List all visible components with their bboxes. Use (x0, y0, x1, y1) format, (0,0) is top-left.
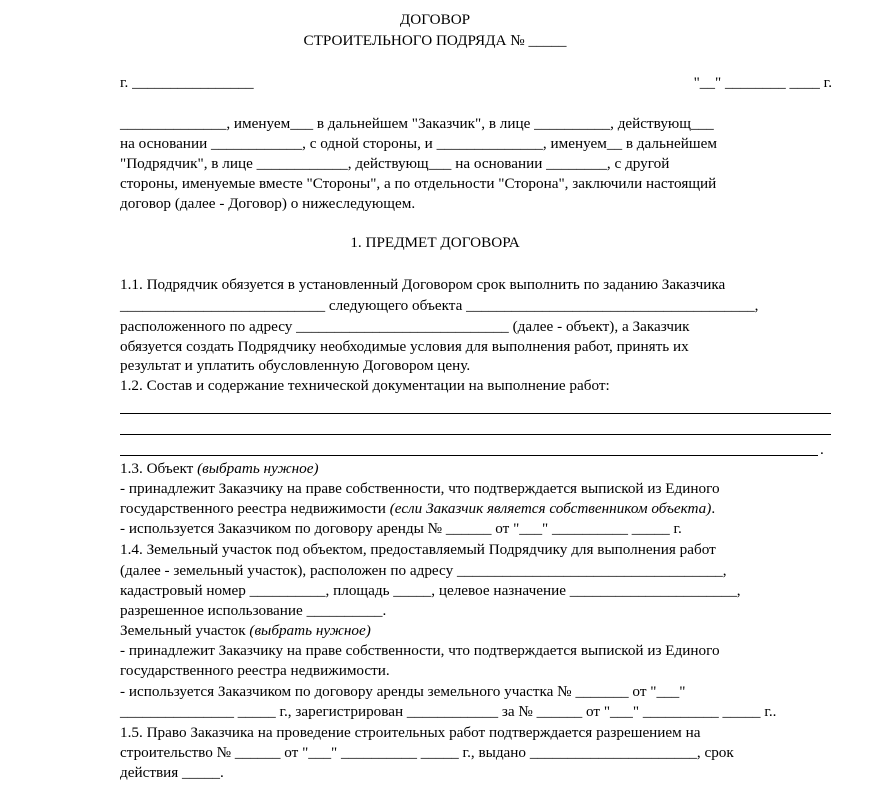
intro-line: ______________, именуем___ в дальнейшем "Заказчик", в лице __________, действующ___ (120, 115, 714, 132)
land-label: Земельный участок (120, 622, 250, 639)
clause-1-1-line: 1.1. Подрядчик обязуется в установленный Договором срок выполнить по заданию Заказчика (120, 276, 726, 293)
option-text: государственного реестра недвижимости (120, 500, 390, 517)
intro-line: "Подрядчик", в лице ____________, действующ___ на основании ________, с другой (120, 155, 670, 172)
option-note: (если Заказчик является собственником объекта) (389, 500, 712, 517)
choose-note: (выбрать нужное) (249, 622, 371, 639)
land-option: _______________ _____ г., зарегистрирован ____________ за № ______ от "___" __________ _____ г.. (120, 703, 777, 720)
city-field: г. ________________ (120, 74, 254, 91)
intro-line: стороны, именуемые вместе "Стороны", а по отдельности "Сторона", заключили настоящий (120, 175, 717, 192)
clause-1-5-line: строительство № ______ от "___" __________ _____ г., выдано ______________________, срок (120, 744, 734, 761)
section-heading: 1. ПРЕДМЕТ ДОГОВОРА (350, 234, 520, 251)
clause-1-2: 1.2. Состав и содержание технической документации на выполнение работ: (120, 377, 610, 394)
intro-line: договор (далее - Договор) о нижеследующем. (120, 195, 416, 212)
clause-1-3-label: 1.3. Объект (120, 460, 198, 477)
clause-1-4-line: (далее - земельный участок), расположен по адресу ___________________________________, (120, 562, 727, 579)
clause-1-1-line: результат и уплатить обусловленную Договором цену. (120, 357, 471, 374)
intro-line: на основании ____________, с одной стороны, и ______________, именуем__ в дальнейшем (120, 135, 717, 152)
clause-1-1-line: расположенного по адресу ____________________________ (далее - объект), а Заказчик (120, 318, 690, 335)
clause-1-1-line: обязуется создать Подрядчику необходимые условия для выполнения работ, принять их (120, 338, 689, 355)
clause-1-4-line: кадастровый номер __________, площадь _____, целевое назначение ______________________, (120, 582, 741, 599)
clause-1-3-option: - принадлежит Заказчику на праве собственности, что подтверждается выпиской из Единого (120, 480, 720, 497)
clause-1-3-option: - используется Заказчиком по договору аренды № ______ от "___" __________ _____ г. (120, 520, 682, 537)
land-heading (120, 621, 371, 641)
blank-rule (120, 434, 831, 435)
clause-1-3-option (120, 499, 715, 519)
land-option: государственного реестра недвижимости. (120, 662, 390, 679)
option-text: . (711, 500, 716, 517)
doc-subtitle: СТРОИТЕЛЬНОГО ПОДРЯДА № _____ (303, 32, 567, 49)
land-option: - используется Заказчиком по договору аренды земельного участка № _______ от "___" (120, 683, 686, 700)
clause-1-4-line: разрешенное использование __________. (120, 602, 387, 619)
clause-1-4-line: 1.4. Земельный участок под объектом, предоставляемый Подрядчику для выполнения работ (120, 541, 716, 558)
blank-rule (120, 455, 818, 456)
date-field: "__" ________ ____ г. (693, 74, 832, 91)
choose-note: (выбрать нужное) (197, 460, 319, 477)
clause-1-5-line: 1.5. Право Заказчика на проведение строительных работ подтверждается разрешением на (120, 724, 701, 741)
doc-title: ДОГОВОР (399, 11, 471, 28)
land-option: - принадлежит Заказчику на праве собственности, что подтверждается выпиской из Единого (120, 642, 720, 659)
clause-1-1-line: ___________________________ следующего объекта ______________________________________, (120, 297, 759, 314)
clause-1-3-heading (120, 459, 319, 479)
clause-1-5-line: действия _____. (120, 764, 224, 781)
clause-1-2-end: . (820, 441, 824, 458)
blank-rule (120, 413, 831, 414)
